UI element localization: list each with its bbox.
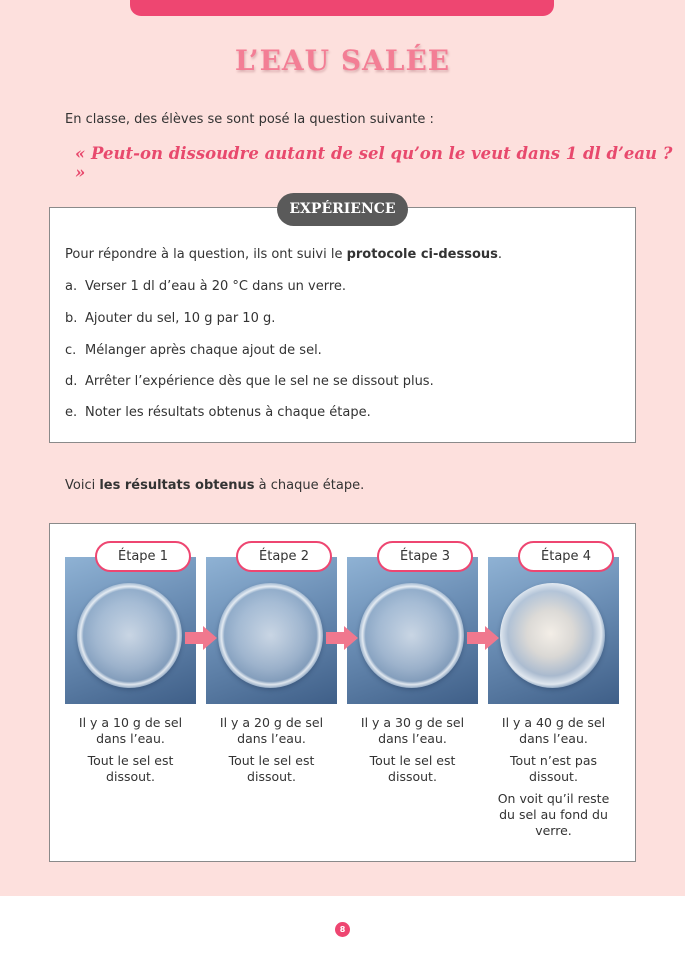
caption-line: Tout le sel est dissout. — [228, 753, 315, 784]
caption-line: Tout le sel est dissout. — [87, 753, 174, 784]
caption-line: On voit qu’il reste du sel au fond du verre. — [497, 791, 610, 838]
stage-caption — [206, 715, 337, 791]
protocol-step — [65, 279, 346, 294]
caption-line: Il y a 30 g de sel dans l’eau. — [360, 715, 465, 746]
step-text: Ajouter du sel, 10 g par 10 g. — [85, 311, 276, 326]
caption-line: Il y a 40 g de sel dans l’eau. — [501, 715, 606, 746]
research-question: « Peut-on dissoudre autant de sel qu’on le veut dans 1 dl d’eau ? » — [75, 144, 673, 182]
step-text: Arrêter l’expérience dès que le sel ne se dissout plus. — [85, 374, 434, 389]
protocol-intro-bold: protocole ci-dessous — [346, 247, 498, 262]
results-intro-end: à chaque étape. — [254, 478, 365, 493]
glass-dish-image — [359, 583, 464, 688]
protocol-step — [65, 343, 322, 358]
glass-dish-image — [500, 583, 605, 688]
step-text: Mélanger après chaque ajout de sel. — [85, 343, 322, 358]
caption-line: Tout le sel est dissout. — [369, 753, 456, 784]
intro-text: En classe, des élèves se sont posé la question suivante : — [65, 112, 434, 127]
stage-caption — [488, 715, 619, 845]
stage-photo — [65, 557, 196, 704]
stage-label: Étape 3 — [377, 541, 473, 572]
results-intro-text: Voici — [65, 478, 100, 493]
protocol-step — [65, 374, 434, 389]
arrow-right-icon — [467, 626, 499, 650]
step-text: Verser 1 dl d’eau à 20 °C dans un verre. — [85, 279, 347, 294]
stage-photo — [488, 557, 619, 704]
step-letter: a. — [65, 279, 78, 294]
stage-label: Étape 2 — [236, 541, 332, 572]
experience-label: EXPÉRIENCE — [277, 193, 408, 226]
page-number: 8 — [335, 922, 350, 937]
step-letter: b. — [65, 311, 78, 326]
caption-line: Il y a 10 g de sel dans l’eau. — [78, 715, 183, 746]
caption-line: Tout n’est pas dissout. — [509, 753, 598, 784]
caption-line: Il y a 20 g de sel dans l’eau. — [219, 715, 324, 746]
step-letter: c. — [65, 343, 77, 358]
stage-photo — [206, 557, 337, 704]
step-letter: e. — [65, 405, 78, 420]
glass-dish-image — [218, 583, 323, 688]
stage-caption — [347, 715, 478, 791]
stage-label: Étape 1 — [95, 541, 191, 572]
protocol-step — [65, 405, 371, 420]
protocol-intro-text: Pour répondre à la question, ils ont suivi le — [65, 247, 347, 262]
arrow-right-icon — [326, 626, 358, 650]
glass-dish-image — [77, 583, 182, 688]
arrow-right-icon — [185, 626, 217, 650]
stage-photo — [347, 557, 478, 704]
page-title: L’EAU SALÉE — [234, 44, 451, 77]
stage-caption — [65, 715, 196, 791]
step-text: Noter les résultats obtenus à chaque étape. — [85, 405, 371, 420]
protocol-intro — [65, 247, 502, 262]
results-intro-bold: les résultats obtenus — [99, 478, 255, 493]
stage-label: Étape 4 — [518, 541, 614, 572]
protocol-step — [65, 311, 275, 326]
protocol-intro-end: . — [497, 247, 503, 262]
results-intro — [65, 478, 364, 493]
step-letter: d. — [65, 374, 78, 389]
top-decorative-bar — [130, 0, 554, 16]
